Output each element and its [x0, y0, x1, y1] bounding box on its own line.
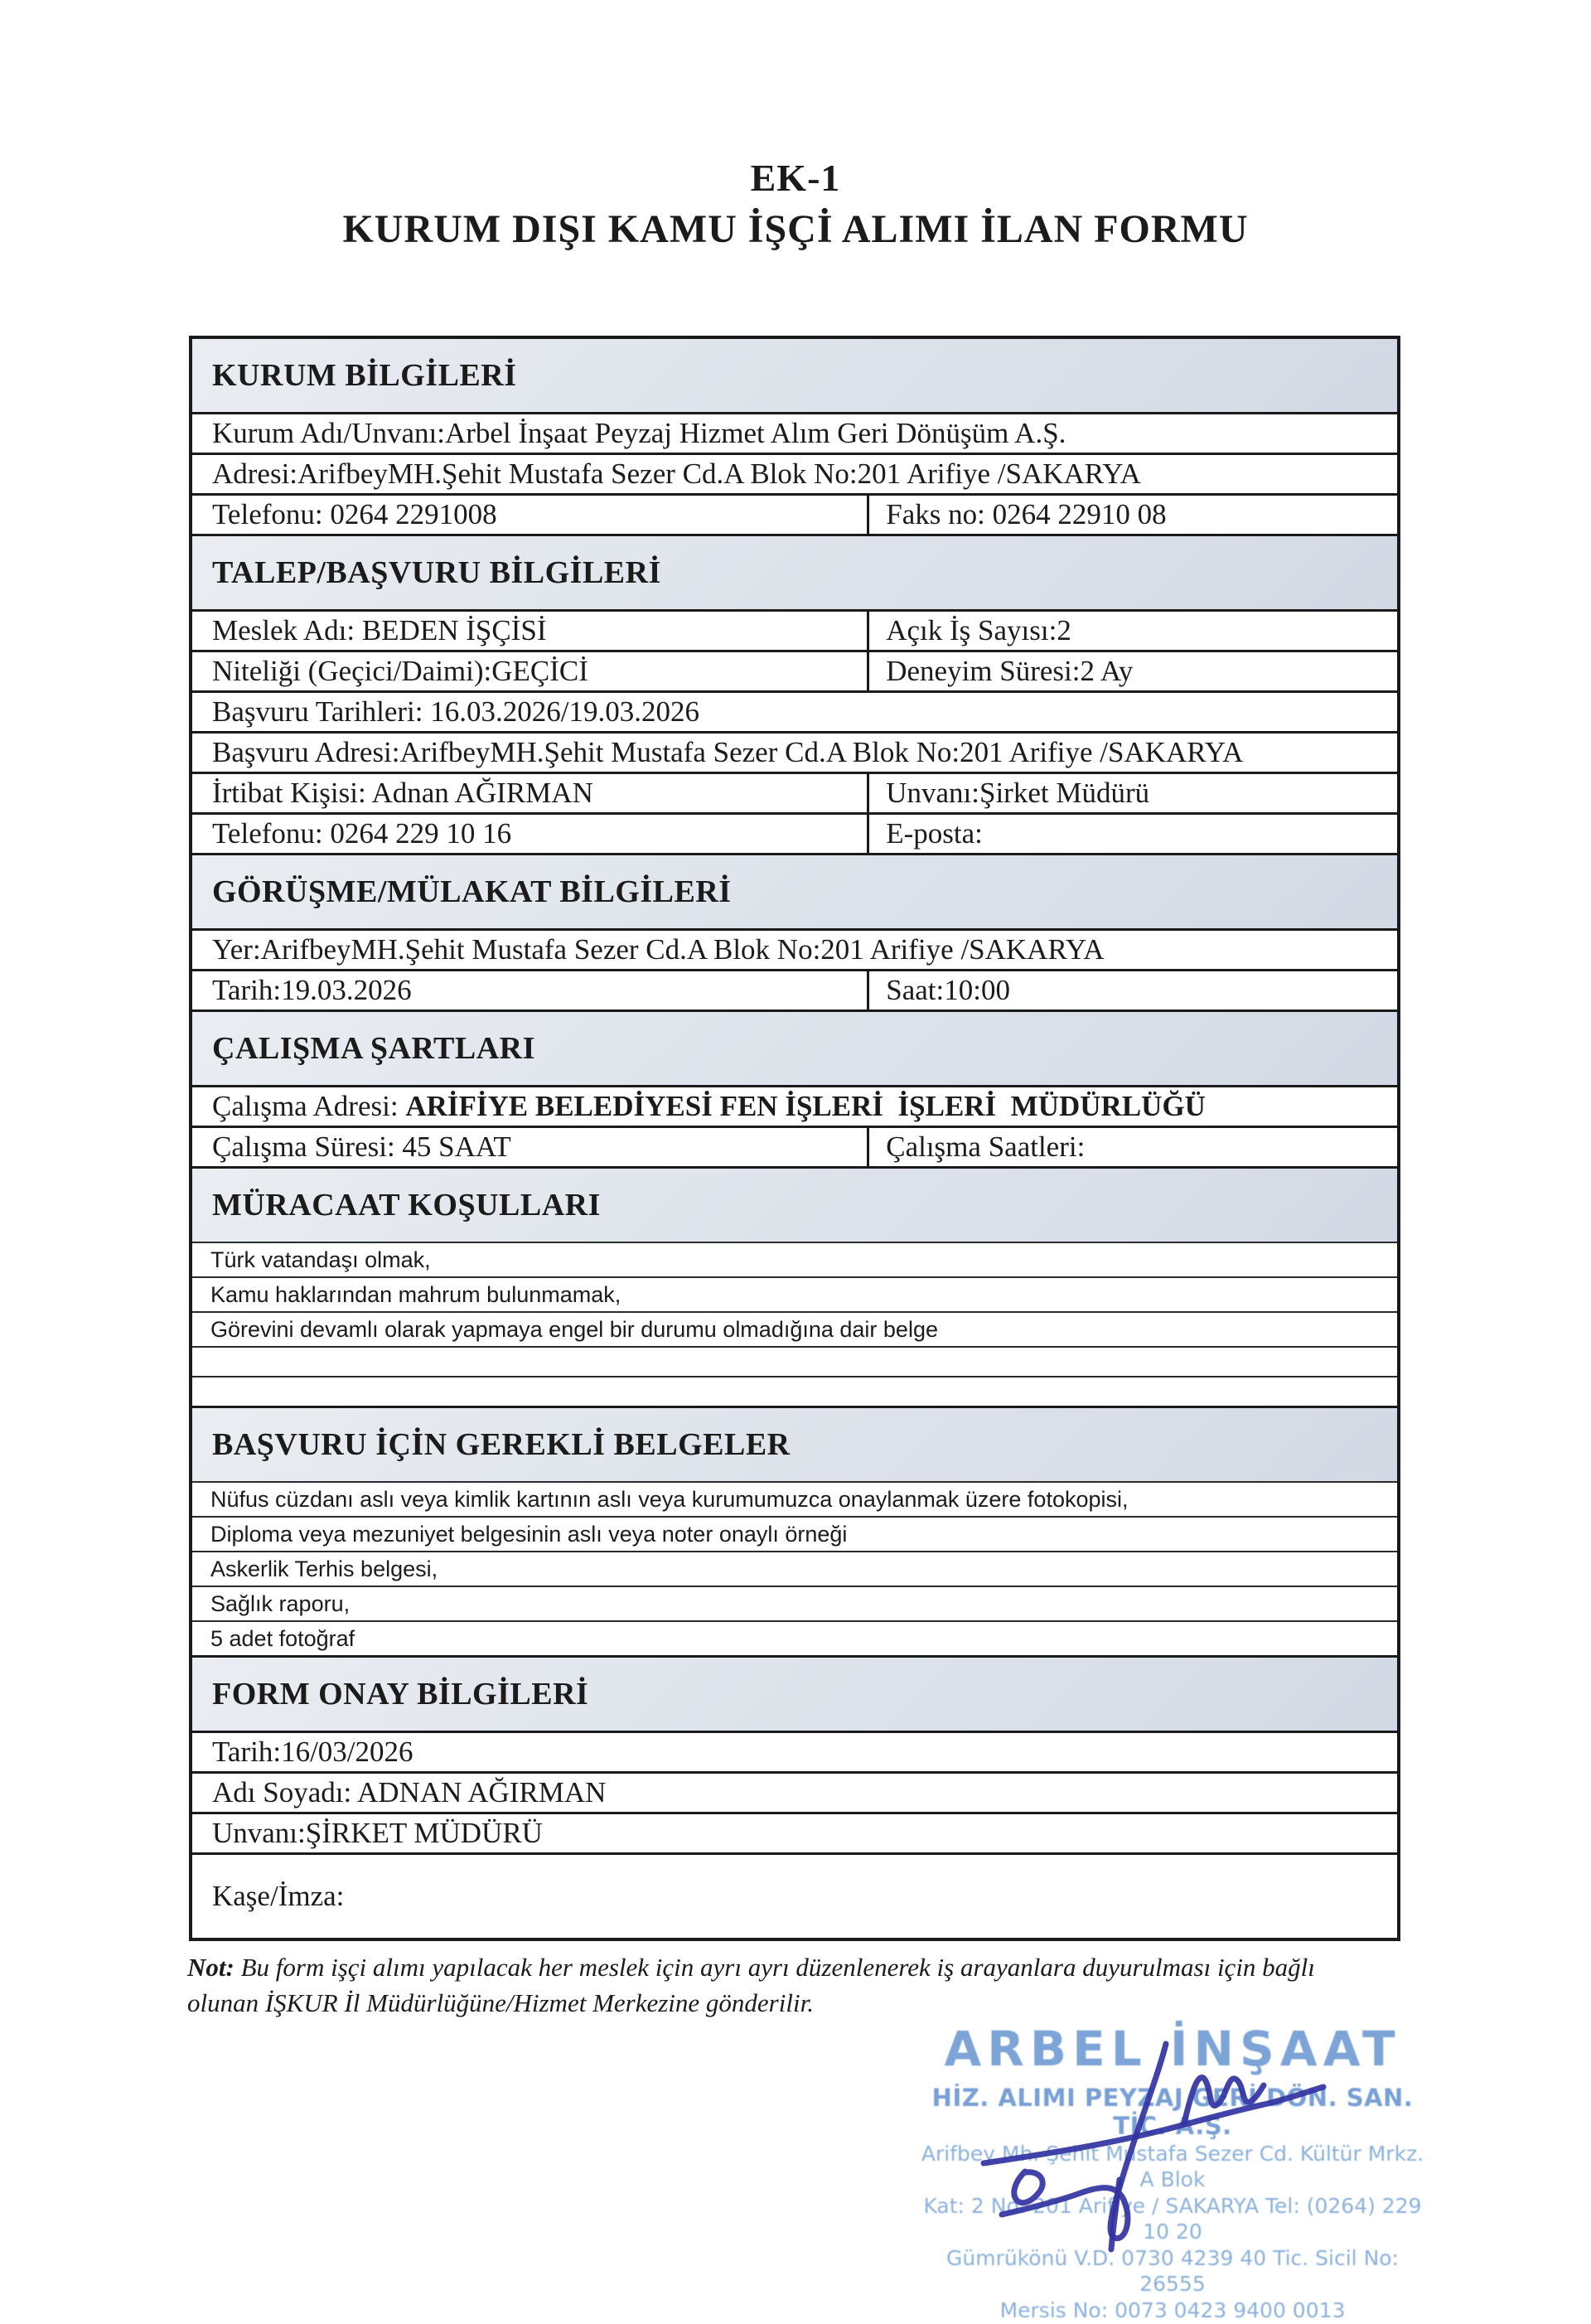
section-header-muracaat-kosullari — [192, 1166, 1397, 1242]
kosul-1-text: Türk vatandaşı olmak, — [210, 1247, 431, 1272]
stamp-tax-line: Gümrükönü V.D. 0730 4239 40 Tic. Sicil No: 26555 — [946, 2246, 1399, 2296]
belge-2-text: Diploma veya mezuniyet belgesinin aslı veya noter onaylı örneği — [210, 1521, 848, 1547]
section-header-form-onay — [192, 1655, 1397, 1731]
row-calisma-sure-saat — [192, 1126, 1397, 1166]
cell-meslek-adi — [192, 612, 867, 650]
row-belge-2 — [192, 1516, 1397, 1551]
basvuru-tarihleri-text: Başvuru Tarihleri: 16.03.2026/19.03.2026 — [212, 695, 699, 728]
stamp-address-line: Arifbey Mh. Şehit Mustafa Sezer Cd. Kültür Mrkz. A Blok — [921, 2142, 1424, 2191]
eposta-text: E-posta: — [886, 817, 983, 850]
cell-gorusme-saat — [867, 971, 1397, 1009]
section-title: GÖRÜŞME/MÜLAKAT BİLGİLERİ — [212, 874, 732, 909]
row-telefon-eposta — [192, 812, 1397, 853]
calisma-adresi-value: ARİFİYE BELEDİYESİ FEN İŞLERİ İŞLERİ MÜDÜRLÜĞÜ — [405, 1090, 1206, 1122]
cell-talep-telefon — [192, 815, 867, 853]
row-calisma-adresi — [192, 1085, 1397, 1126]
section-header-calisma-sartlari — [192, 1009, 1397, 1085]
onay-unvan-text: Unvanı:ŞİRKET MÜDÜRÜ — [212, 1817, 543, 1849]
gorusme-tarih-text: Tarih:19.03.2026 — [212, 974, 412, 1006]
form-table — [189, 336, 1400, 1941]
section-header-gerekli-belgeler — [192, 1406, 1397, 1481]
footnote-text-1: Bu form işçi alımı yapılacak her meslek için ayrı ayrı düzenlenerek iş arayanlara duyurulması için bağlı — [240, 1953, 1315, 1982]
nitelik-text: Niteliği (Geçici/Daimi):GEÇİCİ — [212, 655, 588, 687]
row-onay-tarih — [192, 1731, 1397, 1771]
acik-is-text: Açık İş Sayısı:2 — [886, 614, 1071, 646]
kurum-adres-text: Adresi:ArifbeyMH.Şehit Mustafa Sezer Cd.A Blok No:201 Arifiye /SAKARYA — [212, 458, 1141, 490]
title-line-1: EK-1 — [750, 157, 841, 199]
title-line-2: KURUM DIŞI KAMU İŞÇİ ALIMI İLAN FORMU — [342, 207, 1249, 251]
row-meslek-acikis — [192, 609, 1397, 650]
stamp-contact-line: Kat: 2 No: 201 Arifiye / SAKARYA Tel: (0264) 229 10 20 — [923, 2194, 1422, 2244]
stamp-mersis-line: Mersis No: 0073 0423 9400 0013 — [999, 2298, 1346, 2322]
kosul-3-text: Görevini devamlı olarak yapmaya engel bir durumu olmadığına dair belge — [210, 1316, 938, 1342]
row-irtibat-unvan — [192, 772, 1397, 812]
kurum-faks-text: Faks no: 0264 22910 08 — [886, 498, 1167, 530]
belge-5-text: 5 adet fotoğraf — [210, 1625, 355, 1651]
section-title: FORM ONAY BİLGİLERİ — [212, 1677, 589, 1712]
cell-acik-is-sayisi — [867, 612, 1397, 650]
calisma-adresi-label: Çalışma Adresi: — [212, 1090, 406, 1122]
row-kurum-unvan — [192, 412, 1397, 453]
footnote — [187, 1949, 1414, 2021]
row-belge-1 — [192, 1481, 1397, 1516]
row-kosul-2 — [192, 1276, 1397, 1311]
row-gorusme-yer — [192, 928, 1397, 969]
row-kase-imza — [192, 1852, 1397, 1938]
row-belge-5 — [192, 1620, 1397, 1655]
row-belge-4 — [192, 1586, 1397, 1620]
row-kurum-adres — [192, 453, 1397, 493]
row-kosul-empty-2 — [192, 1376, 1397, 1406]
row-kurum-telefon-faks — [192, 493, 1397, 534]
irtibat-text: İrtibat Kişisi: Adnan AĞIRMAN — [212, 777, 593, 809]
kurum-telefon-text: Telefonu: 0264 2291008 — [212, 498, 497, 530]
row-basvuru-tarihleri — [192, 690, 1397, 731]
section-header-talep-basvuru — [192, 534, 1397, 609]
kase-imza-text: Kaşe/İmza: — [212, 1880, 345, 1912]
section-header-kurum-bilgileri — [192, 339, 1397, 412]
cell-irtibat-unvan — [867, 774, 1397, 812]
section-title: KURUM BİLGİLERİ — [212, 358, 517, 393]
document-title — [0, 156, 1591, 252]
row-onay-adi-soyadi — [192, 1771, 1397, 1812]
basvuru-adresi-text: Başvuru Adresi:ArifbeyMH.Şehit Mustafa Sezer Cd.A Blok No:201 Arifiye /SAKARYA — [212, 736, 1244, 768]
calisma-suresi-text: Çalışma Süresi: 45 SAAT — [212, 1131, 511, 1163]
kosul-2-text: Kamu haklarından mahrum bulunmamak, — [210, 1281, 621, 1307]
talep-telefon-text: Telefonu: 0264 229 10 16 — [212, 817, 512, 850]
company-stamp — [916, 2021, 1429, 2324]
row-gorusme-tarih-saat — [192, 969, 1397, 1009]
gorusme-yer-text: Yer:ArifbeyMH.Şehit Mustafa Sezer Cd.A Blok No:201 Arifiye /SAKARYA — [212, 933, 1105, 966]
cell-calisma-suresi — [192, 1128, 867, 1166]
onay-adi-soyadi-text: Adı Soyadı: ADNAN AĞIRMAN — [212, 1776, 607, 1808]
belge-3-text: Askerlik Terhis belgesi, — [210, 1556, 438, 1581]
cell-irtibat-kisisi — [192, 774, 867, 812]
row-onay-unvan — [192, 1812, 1397, 1852]
footnote-text-2: olunan İŞKUR İl Müdürlüğüne/Hizmet Merkezine gönderilir. — [187, 1988, 814, 2018]
section-title: BAŞVURU İÇİN GEREKLİ BELGELER — [212, 1427, 791, 1462]
footnote-label: Not: — [187, 1953, 235, 1982]
kurum-unvan-text: Kurum Adı/Unvanı:Arbel İnşaat Peyzaj Hizmet Alım Geri Dönüşüm A.Ş. — [212, 417, 1066, 449]
row-nitelik-deneyim — [192, 650, 1397, 690]
cell-gorusme-tarih — [192, 971, 867, 1009]
row-basvuru-adresi — [192, 731, 1397, 772]
stamp-company-type: HİZ. ALIMI PEYZAJ GERİ DÖN. SAN. TİC. A.Ş. — [931, 2084, 1414, 2140]
section-header-gorusme-mulakat — [192, 853, 1397, 928]
calisma-saatleri-text: Çalışma Saatleri: — [886, 1131, 1086, 1163]
cell-calisma-saatleri — [867, 1128, 1397, 1166]
irtibat-unvan-text: Unvanı:Şirket Müdürü — [886, 777, 1150, 809]
cell-kurum-faks — [867, 496, 1397, 534]
stamp-company-name: ARBEL İNŞAAT — [944, 2021, 1401, 2077]
footnote-line-1 — [187, 1949, 1414, 1985]
section-title: MÜRACAAT KOŞULLARI — [212, 1188, 601, 1223]
cell-eposta — [867, 815, 1397, 853]
deneyim-text: Deneyim Süresi:2 Ay — [886, 655, 1134, 687]
row-kosul-3 — [192, 1311, 1397, 1346]
row-belge-3 — [192, 1551, 1397, 1586]
belge-1-text: Nüfus cüzdanı aslı veya kimlik kartının aslı veya kurumumuzca onaylanmak üzere fotokopisi, — [210, 1486, 1129, 1512]
meslek-adi-text: Meslek Adı: BEDEN İŞÇİSİ — [212, 614, 547, 646]
section-title: TALEP/BAŞVURU BİLGİLERİ — [212, 555, 661, 590]
cell-kurum-telefon — [192, 496, 867, 534]
cell-deneyim-suresi — [867, 652, 1397, 690]
cell-nitelik — [192, 652, 867, 690]
belge-4-text: Sağlık raporu, — [210, 1590, 351, 1616]
onay-tarih-text: Tarih:16/03/2026 — [212, 1736, 413, 1768]
section-title: ÇALIŞMA ŞARTLARI — [212, 1031, 535, 1066]
row-kosul-1 — [192, 1242, 1397, 1276]
gorusme-saat-text: Saat:10:00 — [886, 974, 1010, 1006]
row-kosul-empty-1 — [192, 1346, 1397, 1376]
